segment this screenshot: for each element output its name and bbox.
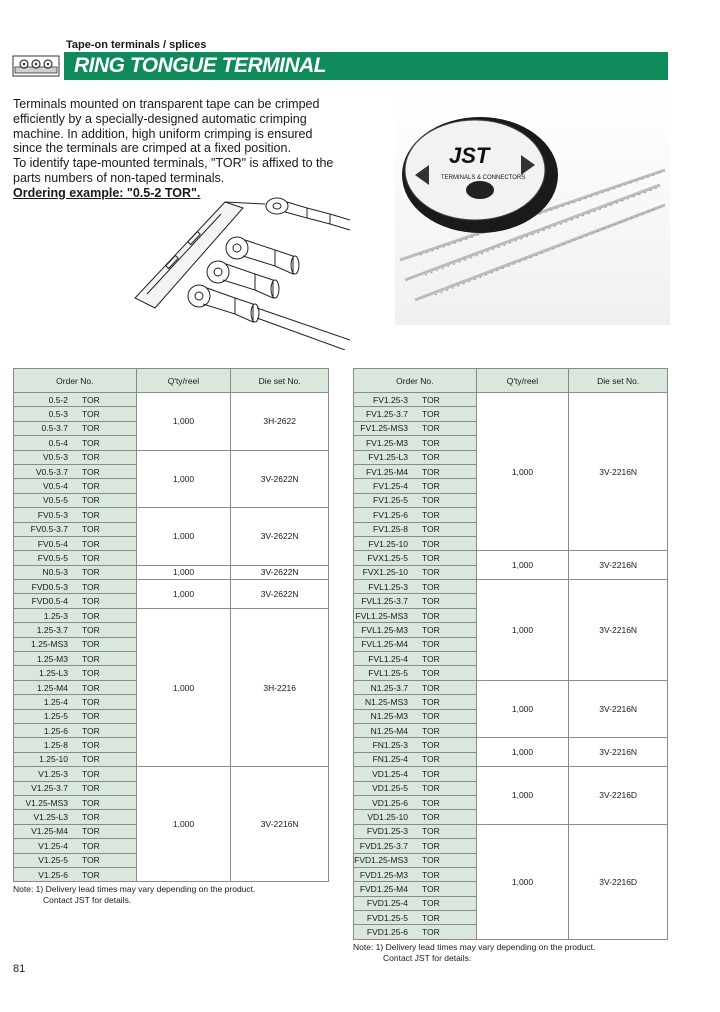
order-no-cell bbox=[354, 536, 477, 550]
part-number: FV1.25-L3 bbox=[368, 452, 408, 463]
part-number: N1.25-3.7 bbox=[370, 682, 408, 693]
die-cell: 3V-2622N bbox=[231, 580, 329, 609]
part-number: 0.5-2 bbox=[48, 394, 68, 405]
tor-suffix: TOR bbox=[82, 754, 100, 765]
part-number: V1.25-3 bbox=[38, 768, 68, 779]
order-no-cell bbox=[14, 551, 137, 565]
order-no-cell bbox=[354, 594, 477, 608]
tor-suffix: TOR bbox=[422, 797, 440, 808]
part-number: V1.25-3.7 bbox=[31, 783, 68, 794]
tor-suffix: TOR bbox=[82, 812, 100, 823]
die-cell: 3H-2216 bbox=[231, 608, 329, 766]
part-number: V1.25-6 bbox=[38, 869, 68, 880]
die-cell: 3V-2622N bbox=[231, 450, 329, 508]
die-header: Die set No. bbox=[231, 369, 329, 393]
note-line: Contact JST for details. bbox=[383, 953, 472, 963]
tor-suffix: TOR bbox=[422, 855, 440, 866]
tor-suffix: TOR bbox=[422, 883, 440, 894]
section-label: Tape-on terminals / splices bbox=[66, 39, 207, 51]
tor-suffix: TOR bbox=[422, 840, 440, 851]
order-no-cell bbox=[14, 522, 137, 536]
tor-suffix: TOR bbox=[422, 423, 440, 434]
order-no-cell bbox=[14, 464, 137, 478]
part-number: N0.5-3 bbox=[42, 567, 68, 578]
tor-suffix: TOR bbox=[422, 696, 440, 707]
part-number: 0.5-3 bbox=[48, 409, 68, 420]
tor-suffix: TOR bbox=[82, 855, 100, 866]
order-no-cell bbox=[14, 637, 137, 651]
tor-suffix: TOR bbox=[422, 740, 440, 751]
footnote-left bbox=[13, 884, 255, 906]
part-number: VD1.25-5 bbox=[372, 783, 408, 794]
tor-suffix: TOR bbox=[422, 495, 440, 506]
order-no-cell bbox=[354, 666, 477, 680]
intro-text bbox=[13, 97, 343, 201]
table-row bbox=[14, 450, 329, 464]
part-number: VD1.25-10 bbox=[367, 812, 408, 823]
qty-header: Q'ty/reel bbox=[136, 369, 231, 393]
tor-suffix: TOR bbox=[422, 711, 440, 722]
order-no-cell bbox=[354, 795, 477, 809]
tor-suffix: TOR bbox=[82, 581, 100, 592]
part-number: 1.25-6 bbox=[43, 725, 68, 736]
part-number: FVL1.25-3.7 bbox=[361, 596, 408, 607]
tor-suffix: TOR bbox=[82, 394, 100, 405]
qty-cell: 1,000 bbox=[476, 767, 569, 825]
part-number: N1.25-M3 bbox=[370, 711, 408, 722]
tor-suffix: TOR bbox=[422, 610, 440, 621]
part-number: FVL1.25-M3 bbox=[361, 624, 408, 635]
qty-cell: 1,000 bbox=[476, 551, 569, 580]
qty-cell: 1,000 bbox=[136, 580, 231, 609]
reel-caption: TERMINALS & CONNECTORS bbox=[441, 175, 526, 181]
tor-suffix: TOR bbox=[422, 639, 440, 650]
order-no-cell bbox=[354, 407, 477, 421]
order-no-cell bbox=[354, 810, 477, 824]
tor-suffix: TOR bbox=[82, 696, 100, 707]
order-no-cell bbox=[14, 738, 137, 752]
order-no-cell bbox=[354, 479, 477, 493]
tor-suffix: TOR bbox=[82, 466, 100, 477]
order-no-cell bbox=[354, 565, 477, 579]
tor-suffix: TOR bbox=[422, 596, 440, 607]
order-no-cell bbox=[354, 824, 477, 838]
order-no-cell bbox=[14, 752, 137, 766]
part-number: VD1.25-4 bbox=[372, 768, 408, 779]
part-number: FVL1.25-4 bbox=[368, 653, 408, 664]
tor-suffix: TOR bbox=[422, 826, 440, 837]
part-number: V1.25-5 bbox=[38, 855, 68, 866]
tor-suffix: TOR bbox=[422, 754, 440, 765]
table-row bbox=[14, 767, 329, 781]
note-line: Contact JST for details. bbox=[43, 895, 132, 905]
tor-suffix: TOR bbox=[82, 639, 100, 650]
order-no-cell bbox=[354, 551, 477, 565]
order-no-cell bbox=[354, 493, 477, 507]
tor-suffix: TOR bbox=[82, 826, 100, 837]
die-cell: 3V-2216D bbox=[569, 767, 668, 825]
tor-suffix: TOR bbox=[82, 653, 100, 664]
order-no-cell bbox=[354, 623, 477, 637]
footnote-right bbox=[353, 942, 595, 964]
order-no-cell bbox=[14, 767, 137, 781]
table-row bbox=[354, 824, 668, 838]
order-no-header: Order No. bbox=[14, 369, 137, 393]
qty-header: Q'ty/reel bbox=[476, 369, 569, 393]
part-number: FN1.25-4 bbox=[372, 754, 408, 765]
qty-cell: 1,000 bbox=[476, 680, 569, 738]
tape-reel-photo bbox=[395, 95, 670, 325]
order-no-cell bbox=[354, 896, 477, 910]
page-number: 81 bbox=[13, 963, 26, 975]
order-no-header: Order No. bbox=[354, 369, 477, 393]
tor-suffix: TOR bbox=[82, 495, 100, 506]
order-no-cell bbox=[354, 608, 477, 622]
die-cell: 3H-2622 bbox=[231, 393, 329, 451]
part-number: 1.25-10 bbox=[39, 754, 68, 765]
part-number: 1.25-4 bbox=[43, 696, 68, 707]
order-no-cell bbox=[14, 493, 137, 507]
order-no-cell bbox=[14, 608, 137, 622]
order-no-cell bbox=[14, 810, 137, 824]
order-no-cell bbox=[354, 925, 477, 939]
tor-suffix: TOR bbox=[422, 409, 440, 420]
tor-suffix: TOR bbox=[82, 768, 100, 779]
order-no-cell bbox=[14, 565, 137, 579]
tor-suffix: TOR bbox=[82, 423, 100, 434]
part-number: FVD1.25-3.7 bbox=[359, 840, 408, 851]
die-cell: 3V-2622N bbox=[231, 565, 329, 579]
tor-suffix: TOR bbox=[422, 394, 440, 405]
page-title: RING TONGUE TERMINAL bbox=[74, 54, 327, 77]
order-no-cell bbox=[354, 393, 477, 407]
tor-suffix: TOR bbox=[422, 524, 440, 535]
die-cell: 3V-2216N bbox=[231, 767, 329, 882]
part-number: FV1.25-3 bbox=[373, 394, 408, 405]
part-number: FVD1.25-M4 bbox=[359, 883, 408, 894]
part-number: V1.25-L3 bbox=[33, 812, 68, 823]
part-number: 1.25-MS3 bbox=[31, 639, 68, 650]
order-no-cell bbox=[354, 637, 477, 651]
part-number: FV0.5-3.7 bbox=[30, 524, 68, 535]
order-no-cell bbox=[14, 781, 137, 795]
tor-suffix: TOR bbox=[82, 409, 100, 420]
tor-suffix: TOR bbox=[82, 797, 100, 808]
tor-suffix: TOR bbox=[422, 869, 440, 880]
order-table-right bbox=[353, 368, 668, 940]
tor-suffix: TOR bbox=[82, 624, 100, 635]
taped-terminal-illustration bbox=[125, 190, 350, 350]
order-no-cell bbox=[354, 695, 477, 709]
part-number: FV1.25-8 bbox=[373, 524, 408, 535]
order-no-cell bbox=[14, 824, 137, 838]
part-number: FV1.25-MS3 bbox=[360, 423, 408, 434]
tor-suffix: TOR bbox=[82, 524, 100, 535]
tor-suffix: TOR bbox=[82, 711, 100, 722]
qty-cell: 1,000 bbox=[136, 767, 231, 882]
note-line: Note: 1) Delivery lead times may vary depending on the product. bbox=[13, 884, 256, 894]
part-number: FVX1.25-10 bbox=[362, 567, 408, 578]
part-number: FV0.5-4 bbox=[37, 538, 68, 549]
part-number: FVL1.25-5 bbox=[368, 668, 408, 679]
part-number: V0.5-3 bbox=[42, 452, 68, 463]
title-bar bbox=[64, 52, 668, 80]
order-no-cell bbox=[14, 421, 137, 435]
die-cell: 3V-2216N bbox=[569, 738, 668, 767]
part-number: FV1.25-10 bbox=[368, 538, 408, 549]
order-no-cell bbox=[14, 393, 137, 407]
order-no-cell bbox=[14, 867, 137, 881]
order-no-cell bbox=[14, 652, 137, 666]
part-number: 0.5-3.7 bbox=[41, 423, 68, 434]
order-no-cell bbox=[354, 767, 477, 781]
tor-suffix: TOR bbox=[82, 783, 100, 794]
tor-suffix: TOR bbox=[422, 912, 440, 923]
part-number: FV1.25-3.7 bbox=[365, 409, 408, 420]
order-no-cell bbox=[354, 464, 477, 478]
tor-suffix: TOR bbox=[422, 682, 440, 693]
die-cell: 3V-2216N bbox=[569, 551, 668, 580]
order-no-cell bbox=[14, 536, 137, 550]
table-row bbox=[354, 680, 668, 694]
order-no-cell bbox=[14, 723, 137, 737]
tor-suffix: TOR bbox=[422, 927, 440, 938]
order-no-cell bbox=[354, 580, 477, 594]
order-no-cell bbox=[14, 853, 137, 867]
table-row bbox=[354, 738, 668, 752]
part-number: FN1.25-3 bbox=[372, 740, 408, 751]
qty-cell: 1,000 bbox=[136, 565, 231, 579]
part-number: 1.25-5 bbox=[43, 711, 68, 722]
table-row bbox=[354, 580, 668, 594]
note-line: Note: 1) Delivery lead times may vary depending on the product. bbox=[353, 942, 596, 952]
die-cell: 3V-2216N bbox=[569, 580, 668, 681]
part-number: V1.25-MS3 bbox=[25, 797, 68, 808]
tor-suffix: TOR bbox=[422, 812, 440, 823]
part-number: FVD0.5-3 bbox=[31, 581, 68, 592]
die-header: Die set No. bbox=[569, 369, 668, 393]
die-cell: 3V-2216N bbox=[569, 393, 668, 551]
order-no-cell bbox=[354, 839, 477, 853]
die-cell: 3V-2216D bbox=[569, 824, 668, 939]
tor-suffix: TOR bbox=[82, 682, 100, 693]
table-row bbox=[354, 551, 668, 565]
part-number: FVD0.5-4 bbox=[31, 596, 68, 607]
part-number: FV1.25-M4 bbox=[365, 466, 408, 477]
order-no-cell bbox=[354, 911, 477, 925]
tor-suffix: TOR bbox=[422, 509, 440, 520]
tor-suffix: TOR bbox=[422, 581, 440, 592]
table-row bbox=[14, 608, 329, 622]
order-no-cell bbox=[354, 421, 477, 435]
part-number: V0.5-4 bbox=[42, 481, 68, 492]
qty-cell: 1,000 bbox=[136, 508, 231, 566]
qty-cell: 1,000 bbox=[476, 393, 569, 551]
table-row bbox=[14, 580, 329, 594]
part-number: FVD1.25-5 bbox=[366, 912, 408, 923]
tor-suffix: TOR bbox=[422, 567, 440, 578]
order-no-cell bbox=[354, 853, 477, 867]
order-no-cell bbox=[14, 709, 137, 723]
order-no-cell bbox=[14, 795, 137, 809]
part-number: FV1.25-5 bbox=[373, 495, 408, 506]
tor-suffix: TOR bbox=[82, 538, 100, 549]
qty-cell: 1,000 bbox=[476, 824, 569, 939]
part-number: FVL1.25-M4 bbox=[361, 639, 408, 650]
part-number: V0.5-5 bbox=[42, 495, 68, 506]
tor-suffix: TOR bbox=[82, 668, 100, 679]
part-number: N1.25-M4 bbox=[370, 725, 408, 736]
qty-cell: 1,000 bbox=[476, 580, 569, 681]
table-row bbox=[14, 565, 329, 579]
tor-suffix: TOR bbox=[82, 610, 100, 621]
qty-cell: 1,000 bbox=[136, 450, 231, 508]
intro-paragraph-2: To identify tape-mounted terminals, "TOR" is affixed to the parts numbers of non-taped terminals. bbox=[13, 156, 334, 185]
terminal-strip-icon bbox=[12, 55, 60, 77]
part-number: FV1.25-M3 bbox=[365, 437, 408, 448]
order-no-cell bbox=[354, 450, 477, 464]
ordering-example: Ordering example: "0.5-2 TOR". bbox=[13, 185, 201, 200]
part-number: 1.25-M3 bbox=[36, 653, 68, 664]
part-number: V1.25-M4 bbox=[31, 826, 68, 837]
tor-suffix: TOR bbox=[82, 481, 100, 492]
order-no-cell bbox=[354, 738, 477, 752]
tor-suffix: TOR bbox=[82, 740, 100, 751]
order-no-cell bbox=[14, 839, 137, 853]
order-no-cell bbox=[14, 666, 137, 680]
order-no-cell bbox=[354, 522, 477, 536]
part-number: FVL1.25-MS3 bbox=[355, 610, 408, 621]
part-number: 1.25-3 bbox=[43, 610, 68, 621]
part-number: FVD1.25-3 bbox=[366, 826, 408, 837]
order-no-cell bbox=[14, 580, 137, 594]
part-number: FVD1.25-M3 bbox=[359, 869, 408, 880]
part-number: FVD1.25-6 bbox=[366, 927, 408, 938]
intro-paragraph: Terminals mounted on transparent tape can be crimped efficiently by a specially-designed automatic crimping machine. In addition, high uniform crimping is ensured since the terminals are crimped at a fixed position. bbox=[13, 97, 320, 156]
part-number: FVX1.25-5 bbox=[367, 552, 408, 563]
part-number: 1.25-M4 bbox=[36, 682, 68, 693]
qty-cell: 1,000 bbox=[136, 393, 231, 451]
order-no-cell bbox=[354, 723, 477, 737]
tor-suffix: TOR bbox=[422, 481, 440, 492]
part-number: 1.25-L3 bbox=[39, 668, 68, 679]
part-number: 1.25-3.7 bbox=[36, 624, 68, 635]
tor-suffix: TOR bbox=[82, 725, 100, 736]
tor-suffix: TOR bbox=[82, 840, 100, 851]
tor-suffix: TOR bbox=[422, 725, 440, 736]
tor-suffix: TOR bbox=[422, 466, 440, 477]
reel-brand: JST bbox=[449, 143, 490, 168]
order-table-left bbox=[13, 368, 329, 882]
qty-cell: 1,000 bbox=[476, 738, 569, 767]
order-no-cell bbox=[14, 508, 137, 522]
tor-suffix: TOR bbox=[422, 624, 440, 635]
tor-suffix: TOR bbox=[422, 538, 440, 549]
part-number: FVL1.25-3 bbox=[368, 581, 408, 592]
tor-suffix: TOR bbox=[422, 552, 440, 563]
tor-suffix: TOR bbox=[422, 898, 440, 909]
tor-suffix: TOR bbox=[82, 437, 100, 448]
part-number: FVD1.25-4 bbox=[366, 898, 408, 909]
order-no-cell bbox=[14, 695, 137, 709]
order-no-cell bbox=[14, 450, 137, 464]
part-number: V0.5-3.7 bbox=[35, 466, 68, 477]
qty-cell: 1,000 bbox=[136, 608, 231, 766]
part-number: 1.25-8 bbox=[43, 740, 68, 751]
order-no-cell bbox=[14, 680, 137, 694]
order-no-cell bbox=[14, 623, 137, 637]
order-no-cell bbox=[354, 652, 477, 666]
tor-suffix: TOR bbox=[82, 509, 100, 520]
part-number: N1.25-MS3 bbox=[365, 696, 408, 707]
order-no-cell bbox=[354, 752, 477, 766]
tor-suffix: TOR bbox=[422, 768, 440, 779]
tor-suffix: TOR bbox=[422, 653, 440, 664]
tor-suffix: TOR bbox=[82, 869, 100, 880]
tor-suffix: TOR bbox=[422, 668, 440, 679]
part-number: FV1.25-4 bbox=[373, 481, 408, 492]
table-row bbox=[14, 393, 329, 407]
table-row bbox=[14, 508, 329, 522]
order-no-cell bbox=[14, 407, 137, 421]
order-no-cell bbox=[354, 882, 477, 896]
part-number: V1.25-4 bbox=[38, 840, 68, 851]
tor-suffix: TOR bbox=[82, 552, 100, 563]
part-number: VD1.25-6 bbox=[372, 797, 408, 808]
part-number: FV1.25-6 bbox=[373, 509, 408, 520]
tor-suffix: TOR bbox=[422, 452, 440, 463]
order-no-cell bbox=[354, 436, 477, 450]
order-no-cell bbox=[354, 867, 477, 881]
order-no-cell bbox=[14, 479, 137, 493]
table-row bbox=[354, 393, 668, 407]
tor-suffix: TOR bbox=[82, 452, 100, 463]
order-no-cell bbox=[354, 508, 477, 522]
part-number: FV0.5-5 bbox=[37, 552, 68, 563]
order-no-cell bbox=[354, 781, 477, 795]
order-no-cell bbox=[354, 709, 477, 723]
table-row bbox=[354, 767, 668, 781]
part-number: FVD1.25-MS3 bbox=[354, 855, 408, 866]
order-no-cell bbox=[14, 436, 137, 450]
order-no-cell bbox=[354, 680, 477, 694]
die-cell: 3V-2216N bbox=[569, 680, 668, 738]
die-cell: 3V-2622N bbox=[231, 508, 329, 566]
part-number: FV0.5-3 bbox=[37, 509, 68, 520]
tor-suffix: TOR bbox=[422, 437, 440, 448]
tor-suffix: TOR bbox=[82, 596, 100, 607]
tor-suffix: TOR bbox=[82, 567, 100, 578]
part-number: 0.5-4 bbox=[48, 437, 68, 448]
order-no-cell bbox=[14, 594, 137, 608]
tor-suffix: TOR bbox=[422, 783, 440, 794]
